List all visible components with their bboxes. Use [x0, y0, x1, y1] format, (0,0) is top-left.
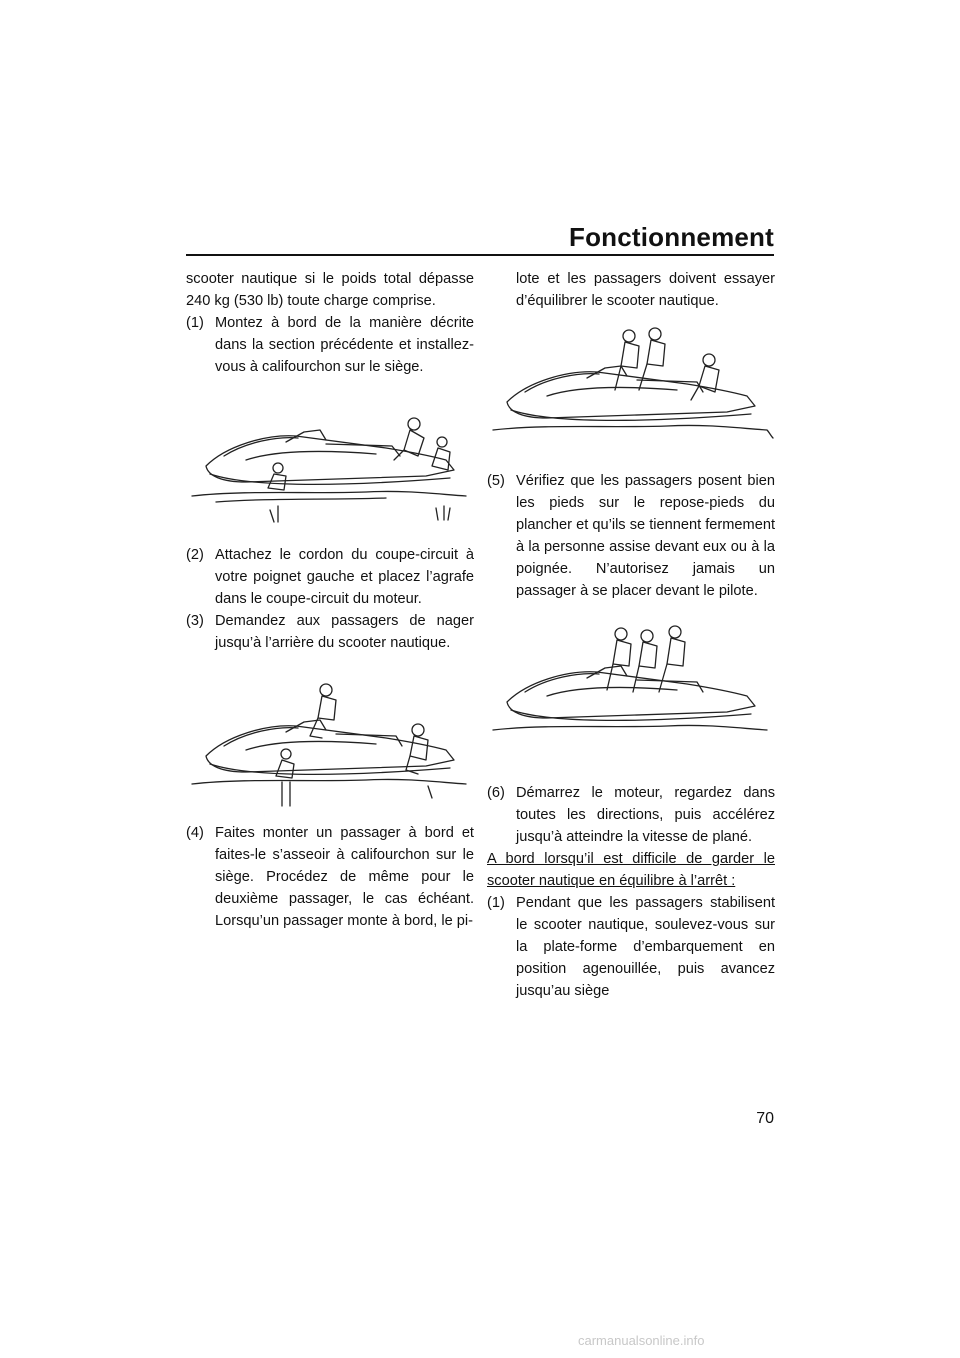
figure-passengers-swimming [186, 674, 474, 822]
step-text: Vérifiez que les passagers posent bien les pieds sur le repose-pieds du plancher et qu’ils se tiennent fermement à la personne assise devant eux ou à la poignée. N’autorisez jamais un passager à se placer devant le pilote. [516, 473, 775, 599]
sub-step-1 [487, 892, 775, 1002]
step-text: Montez à bord de la manière décrite dans la section précédente et installez-vous à califourchon sur le siège. [215, 315, 474, 375]
intro-paragraph: scooter nautique si le poids total dépasse 240 kg (530 lb) toute charge comprise. [186, 271, 474, 309]
step-text: Démarrez le moteur, regardez dans toutes les directions, puis accélérez jusqu’à atteindre la vitesse de plané. [516, 785, 775, 845]
page-number: 70 [756, 1110, 774, 1127]
step-6 [487, 782, 775, 848]
title-rule [186, 254, 774, 256]
section-subheading: A bord lorsqu’il est difficile de garder le scooter nautique en équilibre à l’arrêt : [487, 851, 775, 889]
step-number: (2) [186, 547, 204, 563]
step-text: Pendant que les passagers stabilisent le scooter nautique, soulevez-vous sur la plate-forme d’embarquement en position agenouillée, puis avancez jusqu’au siège [516, 895, 775, 999]
jetski-illustration [487, 620, 775, 770]
step-number: (5) [487, 473, 505, 489]
step-text: Demandez aux passagers de nager jusqu’à l’arrière du scooter nautique. [215, 613, 474, 651]
figure-rider-boarding [186, 390, 474, 544]
step-number: (3) [186, 613, 204, 629]
step-3 [186, 610, 474, 654]
left-column [186, 268, 474, 932]
step-4 [186, 822, 474, 932]
jetski-illustration [487, 320, 775, 460]
watermark: carmanualsonline.info [578, 1333, 705, 1348]
jetski-illustration [186, 674, 474, 822]
figure-passengers-boarding [487, 320, 775, 460]
right-column [487, 268, 775, 1002]
step-number: (1) [186, 315, 204, 331]
step-5 [487, 470, 775, 602]
step-text: Attachez le cordon du coupe-circuit à votre poignet gauche et placez l’agrafe dans le coupe-circuit du moteur. [215, 547, 474, 607]
step-text: Faites monter un passager à bord et faites-le s’asseoir à califourchon sur le siège. Procédez de même pour le deuxième passager, le cas échéant. Lorsqu’un passager monte à bord, le pi- [215, 825, 474, 929]
figure-three-riders-seated [487, 620, 775, 770]
continuation-paragraph: lote et les passagers doivent essayer d’équilibrer le scooter nautique. [516, 271, 775, 309]
jetski-illustration [186, 390, 474, 544]
step-1 [186, 312, 474, 378]
step-number: (6) [487, 785, 505, 801]
step-2 [186, 544, 474, 610]
page-title: Fonctionnement [568, 222, 774, 252]
step-number: (4) [186, 825, 204, 841]
step-number: (1) [487, 895, 505, 911]
